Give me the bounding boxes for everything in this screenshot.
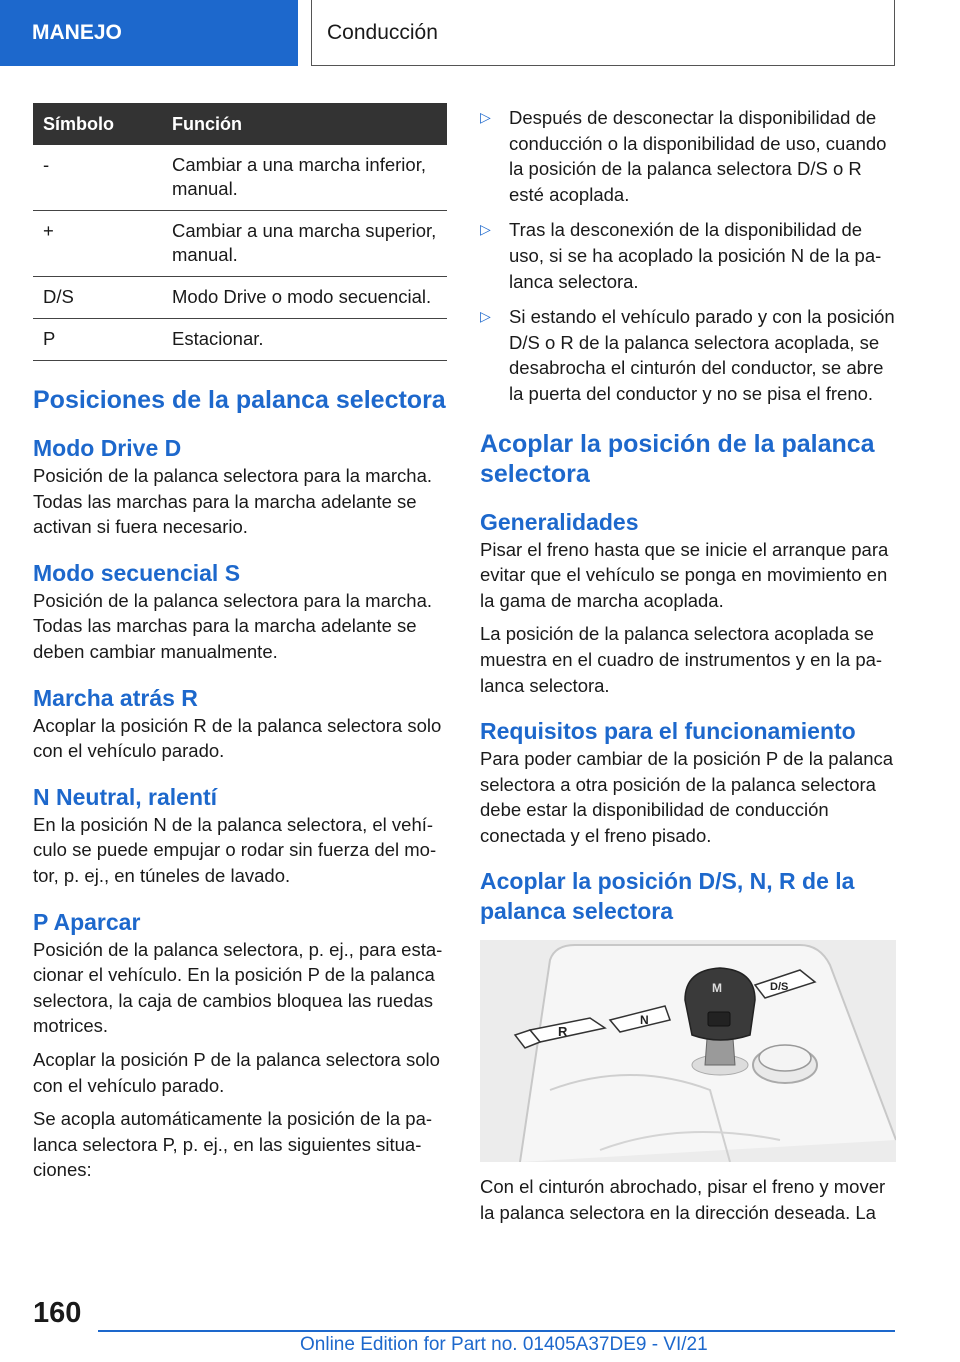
auto-park-list <box>480 105 896 407</box>
paragraph-park-2: Acoplar la posición P de la palanca selectora solo con el vehículo parado. <box>33 1048 440 1096</box>
column-header-symbol: Símbolo <box>33 103 162 145</box>
list-item-text: Si estando el vehículo parado y con la posición D/S o R de la palanca selectora acoplada, se desabrocha el cinturón del conductor, se abre la puerta del conductor y no se pisa el freno. <box>509 306 895 404</box>
list-item <box>480 105 896 207</box>
function-cell: Modo Drive o modo secuencial. <box>162 277 447 319</box>
section-label: MANEJO <box>32 21 122 44</box>
heading-general: Generalidades <box>480 508 639 535</box>
heading-drive-mode: Modo Drive D <box>33 435 182 461</box>
function-cell: Estacionar. <box>162 319 447 361</box>
heading-neutral: N Neutral, ralentí <box>33 783 218 810</box>
triangle-bullet-icon: ▷ <box>480 221 491 238</box>
footer-divider <box>98 1330 895 1332</box>
paragraph-park-3: Se acopla automáticamente la posición de la palanca selectora P, p. ej., en las siguientes situaciones: <box>33 1108 433 1181</box>
heading-reverse: Marcha atrás R <box>33 684 198 711</box>
list-item-text: Después de desconectar la disponibilidad de conducción o la disponibilidad de uso, cuando la posición de la palanca selectora D/S o R esté acoplada. <box>509 107 887 205</box>
paragraph-sequential-mode: Posición de la palanca selectora para la marcha. Todas las marchas para la marcha adelante se deben cambiar manualmente. <box>33 589 433 662</box>
heading-engage-dsnr: Acoplar la posición D/S, N, R de la palanca selectora <box>480 868 855 925</box>
column-header-function: Función <box>162 103 447 145</box>
paragraph-general-2: La posición de la palanca selectora acoplada se muestra en el cuadro de instrumentos y en la palanca selectora. <box>480 623 883 696</box>
triangle-bullet-icon: ▷ <box>480 109 491 125</box>
list-item <box>480 217 896 294</box>
heading-park: P Aparcar <box>33 908 141 935</box>
heading-selector-positions: Posiciones de la palanca selectora <box>33 386 446 414</box>
paragraph-park-1: Posición de la palanca selectora, p. ej., para estacionar el vehículo. En la posición P de la palanca selectora, la caja de cambios bloquea las ruedas motrices. <box>33 938 443 1037</box>
figure-label-r: R <box>558 1024 568 1040</box>
symbol-cell: + <box>33 211 162 277</box>
heading-engage-position: Acoplar la posición de la palanca selectora <box>480 429 875 488</box>
paragraph-final: Con el cinturón abrochado, pisar el freno y mover la palanca selectora en la dirección deseada. La <box>480 1176 886 1224</box>
function-cell: Cambiar a una marcha superior, manual. <box>162 211 447 277</box>
footer-edition: Online Edition for Part no. 01405A37DE9 - VI/21 <box>300 1334 708 1355</box>
figure-label-n: N <box>640 1013 649 1028</box>
figure-label-m: M <box>712 981 722 996</box>
table-row <box>33 211 447 277</box>
heading-sequential-mode: Modo secuencial S <box>33 559 241 586</box>
table-row <box>33 319 447 361</box>
right-column <box>480 103 896 1226</box>
table-row <box>33 145 447 211</box>
gear-selector-illustration <box>480 940 896 1162</box>
paragraph-reverse: Acoplar la posición R de la palanca selectora solo con el vehículo parado. <box>33 714 442 762</box>
paragraph-neutral: En la posición N de la palanca selectora, el vehículo se puede empujar o rodar sin fuerza del motor, p. ej., en túneles de lavado. <box>33 813 437 886</box>
page-number: 160 <box>33 1297 82 1329</box>
symbol-cell: P <box>33 319 162 361</box>
paragraph-requirements: Para poder cambiar de la posición P de la palanca selectora a otra posición de la palanca selectora debe estar la disponibilidad de conducción conectada y el freno pisado. <box>480 748 894 846</box>
table-row <box>33 277 447 319</box>
function-cell: Cambiar a una marcha inferior, manual. <box>162 145 447 211</box>
section-tab[interactable] <box>0 0 298 66</box>
chapter-header <box>311 0 895 66</box>
symbol-table <box>33 103 447 361</box>
chapter-title: Conducción <box>327 20 438 44</box>
gear-selector-drawing <box>480 940 896 1162</box>
paragraph-general-1: Pisar el freno hasta que se inicie el arranque para evitar que el vehículo se ponga en movimiento en la gama de marcha acoplada. <box>480 538 889 611</box>
list-item <box>480 304 896 406</box>
left-column <box>33 103 447 1183</box>
paragraph-drive-mode: Posición de la palanca selectora para la marcha. Todas las marchas para la marcha adelante se activan si fuera necesario. <box>33 465 433 538</box>
table-header-row <box>33 103 447 145</box>
figure-label-ds: D/S <box>770 981 789 994</box>
list-item-text: Tras la desconexión de la disponibilidad de uso, si se ha acoplado la posición N de la palanca selectora. <box>509 219 882 292</box>
triangle-bullet-icon: ▷ <box>480 308 491 325</box>
symbol-cell: D/S <box>33 277 162 319</box>
heading-requirements: Requisitos para el funcionamiento <box>480 718 856 745</box>
symbol-cell: - <box>33 145 162 211</box>
